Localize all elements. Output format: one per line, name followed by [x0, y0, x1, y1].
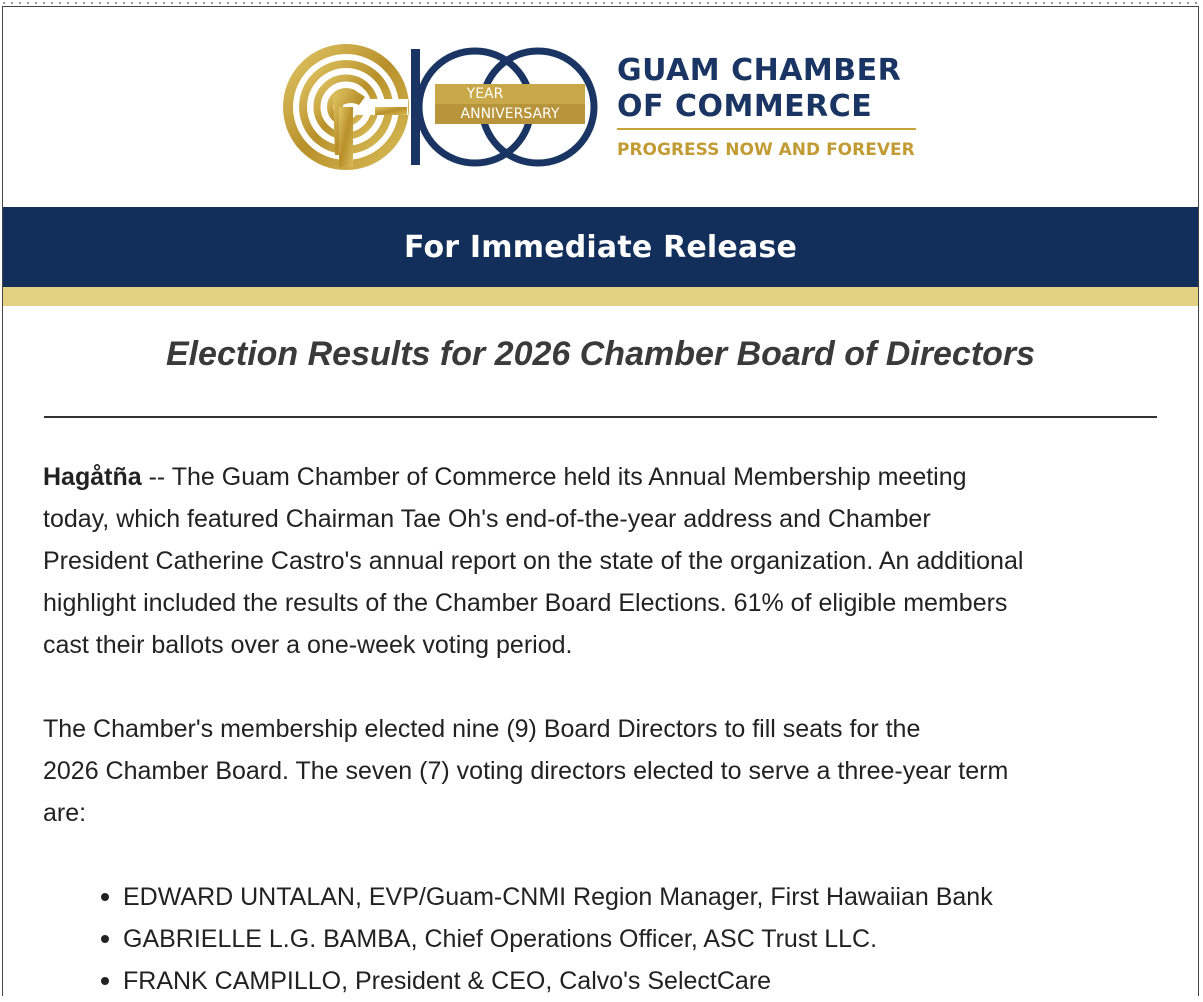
intro-line-2: today, which featured Chairman Tae Oh's end-of-the-year address and Chamber	[43, 505, 931, 533]
release-banner-text: For Immediate Release	[403, 229, 797, 265]
chamber-logo-header	[3, 7, 1198, 207]
bullet-icon	[101, 977, 109, 985]
election-line-1: The Chamber's membership elected nine (9) Board Directors to fill seats for the	[43, 715, 921, 743]
org-tagline: PROGRESS NOW AND FOREVER	[617, 140, 915, 160]
election-paragraph	[43, 708, 1163, 834]
gold-accent-bar	[3, 287, 1198, 306]
release-banner	[3, 207, 1198, 287]
intro-paragraph	[43, 456, 1163, 666]
bullet-icon	[101, 935, 109, 943]
election-line-2: 2026 Chamber Board. The seven (7) voting directors elected to serve a three-year term	[43, 757, 1009, 785]
org-name-line1: GUAM CHAMBER	[617, 53, 902, 88]
intro-line-5: cast their ballots over a one-week voting period.	[43, 631, 573, 659]
email-frame	[2, 6, 1199, 996]
director-name: FRANK CAMPILLO, President & CEO, Calvo's SelectCare	[123, 967, 772, 995]
intro-line-1: -- The Guam Chamber of Commerce held its Annual Membership meeting	[141, 463, 967, 491]
dateline: Hagåtña	[43, 463, 142, 491]
elected-directors-list	[43, 876, 1203, 1002]
press-release-title: Election Results for 2026 Chamber Board of Directors	[165, 335, 1036, 373]
bullet-icon	[101, 893, 109, 901]
list-item	[123, 876, 1203, 918]
title-divider	[44, 416, 1157, 418]
chamber-100-anniversary-emblem-icon	[3, 7, 1200, 207]
org-name-line2: OF COMMERCE	[617, 89, 873, 124]
anniversary-label: ANNIVERSARY	[460, 106, 560, 122]
director-name: EDWARD UNTALAN, EVP/Guam-CNMI Region Manager, First Hawaiian Bank	[123, 883, 993, 911]
intro-line-4: highlight included the results of the Chamber Board Elections. 61% of eligible members	[43, 589, 1008, 617]
election-line-3: are:	[43, 799, 87, 827]
director-name: GABRIELLE L.G. BAMBA, Chief Operations Officer, ASC Trust LLC.	[123, 925, 878, 953]
intro-line-3: President Catherine Castro's annual report on the state of the organization. An additional	[43, 547, 1024, 575]
list-item	[123, 960, 1203, 1002]
g-emblem-icon	[288, 49, 408, 167]
list-item	[123, 918, 1203, 960]
year-label: YEAR	[466, 86, 504, 102]
